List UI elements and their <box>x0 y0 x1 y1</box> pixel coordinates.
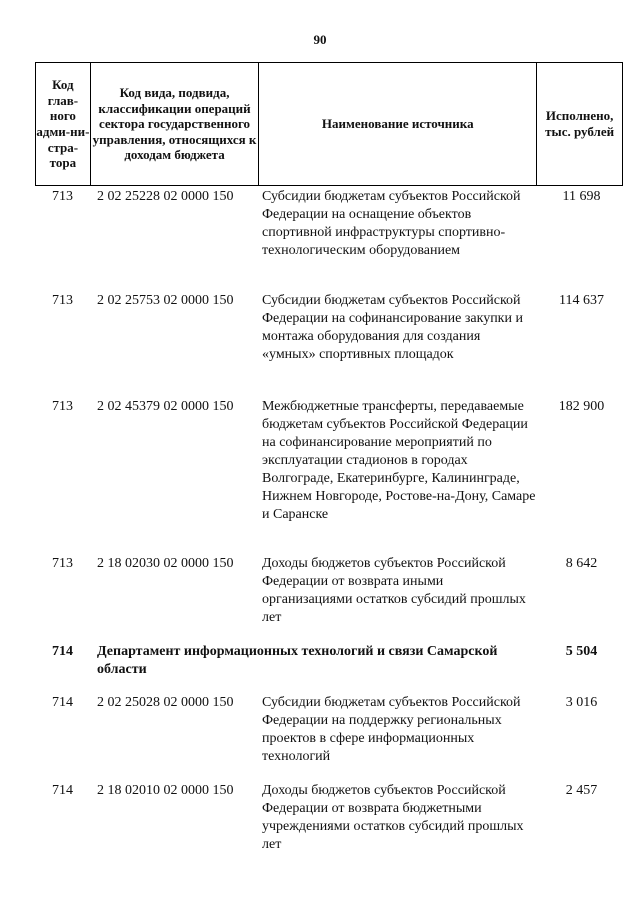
admin-code: 714 <box>52 644 73 659</box>
amount: 2 457 <box>565 783 598 798</box>
admin-code: 713 <box>52 556 73 571</box>
classification-code: 2 02 25753 02 0000 150 <box>97 293 234 308</box>
department-name: Департамент информационных технологий и связи Самарской области <box>97 644 498 677</box>
classification-code: 2 18 02010 02 0000 150 <box>97 783 234 798</box>
amount: 182 900 <box>558 399 605 414</box>
classification-code: 2 02 25228 02 0000 150 <box>97 189 234 204</box>
admin-code: 713 <box>52 189 73 204</box>
admin-code: 714 <box>52 695 73 710</box>
classification-code: 2 18 02030 02 0000 150 <box>97 556 234 571</box>
amount: 8 642 <box>565 556 598 571</box>
amount: 5 504 <box>565 644 598 659</box>
source-name: Доходы бюджетов субъектов Российской Федерации от возврата иными организациями остатков субсидий прошлых лет <box>262 556 526 625</box>
source-name: Доходы бюджетов субъектов Российской Федерации от возврата бюджетными учреждениями остатков субсидий прошлых лет <box>262 783 524 852</box>
page-number: 90 <box>313 32 327 47</box>
admin-code: 713 <box>52 399 73 414</box>
admin-code: 714 <box>52 783 73 798</box>
admin-code: 713 <box>52 293 73 308</box>
table-header <box>35 62 623 186</box>
classification-code: 2 02 25028 02 0000 150 <box>97 695 234 710</box>
header-source-name: Наименование источника <box>259 63 537 185</box>
header-amount: Исполнено, тыс. рублей <box>545 108 615 139</box>
amount: 11 698 <box>562 189 601 204</box>
amount: 114 637 <box>559 293 604 308</box>
header-admin-code: Код глав-ного адми-ни-стра-тора <box>36 63 91 185</box>
source-name: Субсидии бюджетам субъектов Российской Федерации на софинансирование закупки и монтажа оборудования для создания «умных» спортивных площадок <box>262 293 523 362</box>
source-name: Субсидии бюджетам субъектов Российской Федерации на оснащение объектов спортивной инфраструктуры спортивно-технологическим оборудованием <box>262 189 521 258</box>
source-name: Субсидии бюджетам субъектов Российской Федерации на поддержку региональных проектов в сфере информационных технологий <box>262 695 521 764</box>
classification-code: 2 02 45379 02 0000 150 <box>97 399 234 414</box>
source-name: Межбюджетные трансферты, передаваемые бюджетам субъектов Российской Федерации на софинансирование мероприятий по эксплуатации стадионов в городах Волгограде, Екатеринбурге, Калининграде, Нижнем Новгороде, Ростове-на-Дону, Самаре и Саранске <box>262 399 536 522</box>
amount: 3 016 <box>565 695 598 710</box>
header-classification-code: Код вида, подвида, классификации операций сектора государственного управления, относящихся к доходам бюджета <box>91 63 259 185</box>
